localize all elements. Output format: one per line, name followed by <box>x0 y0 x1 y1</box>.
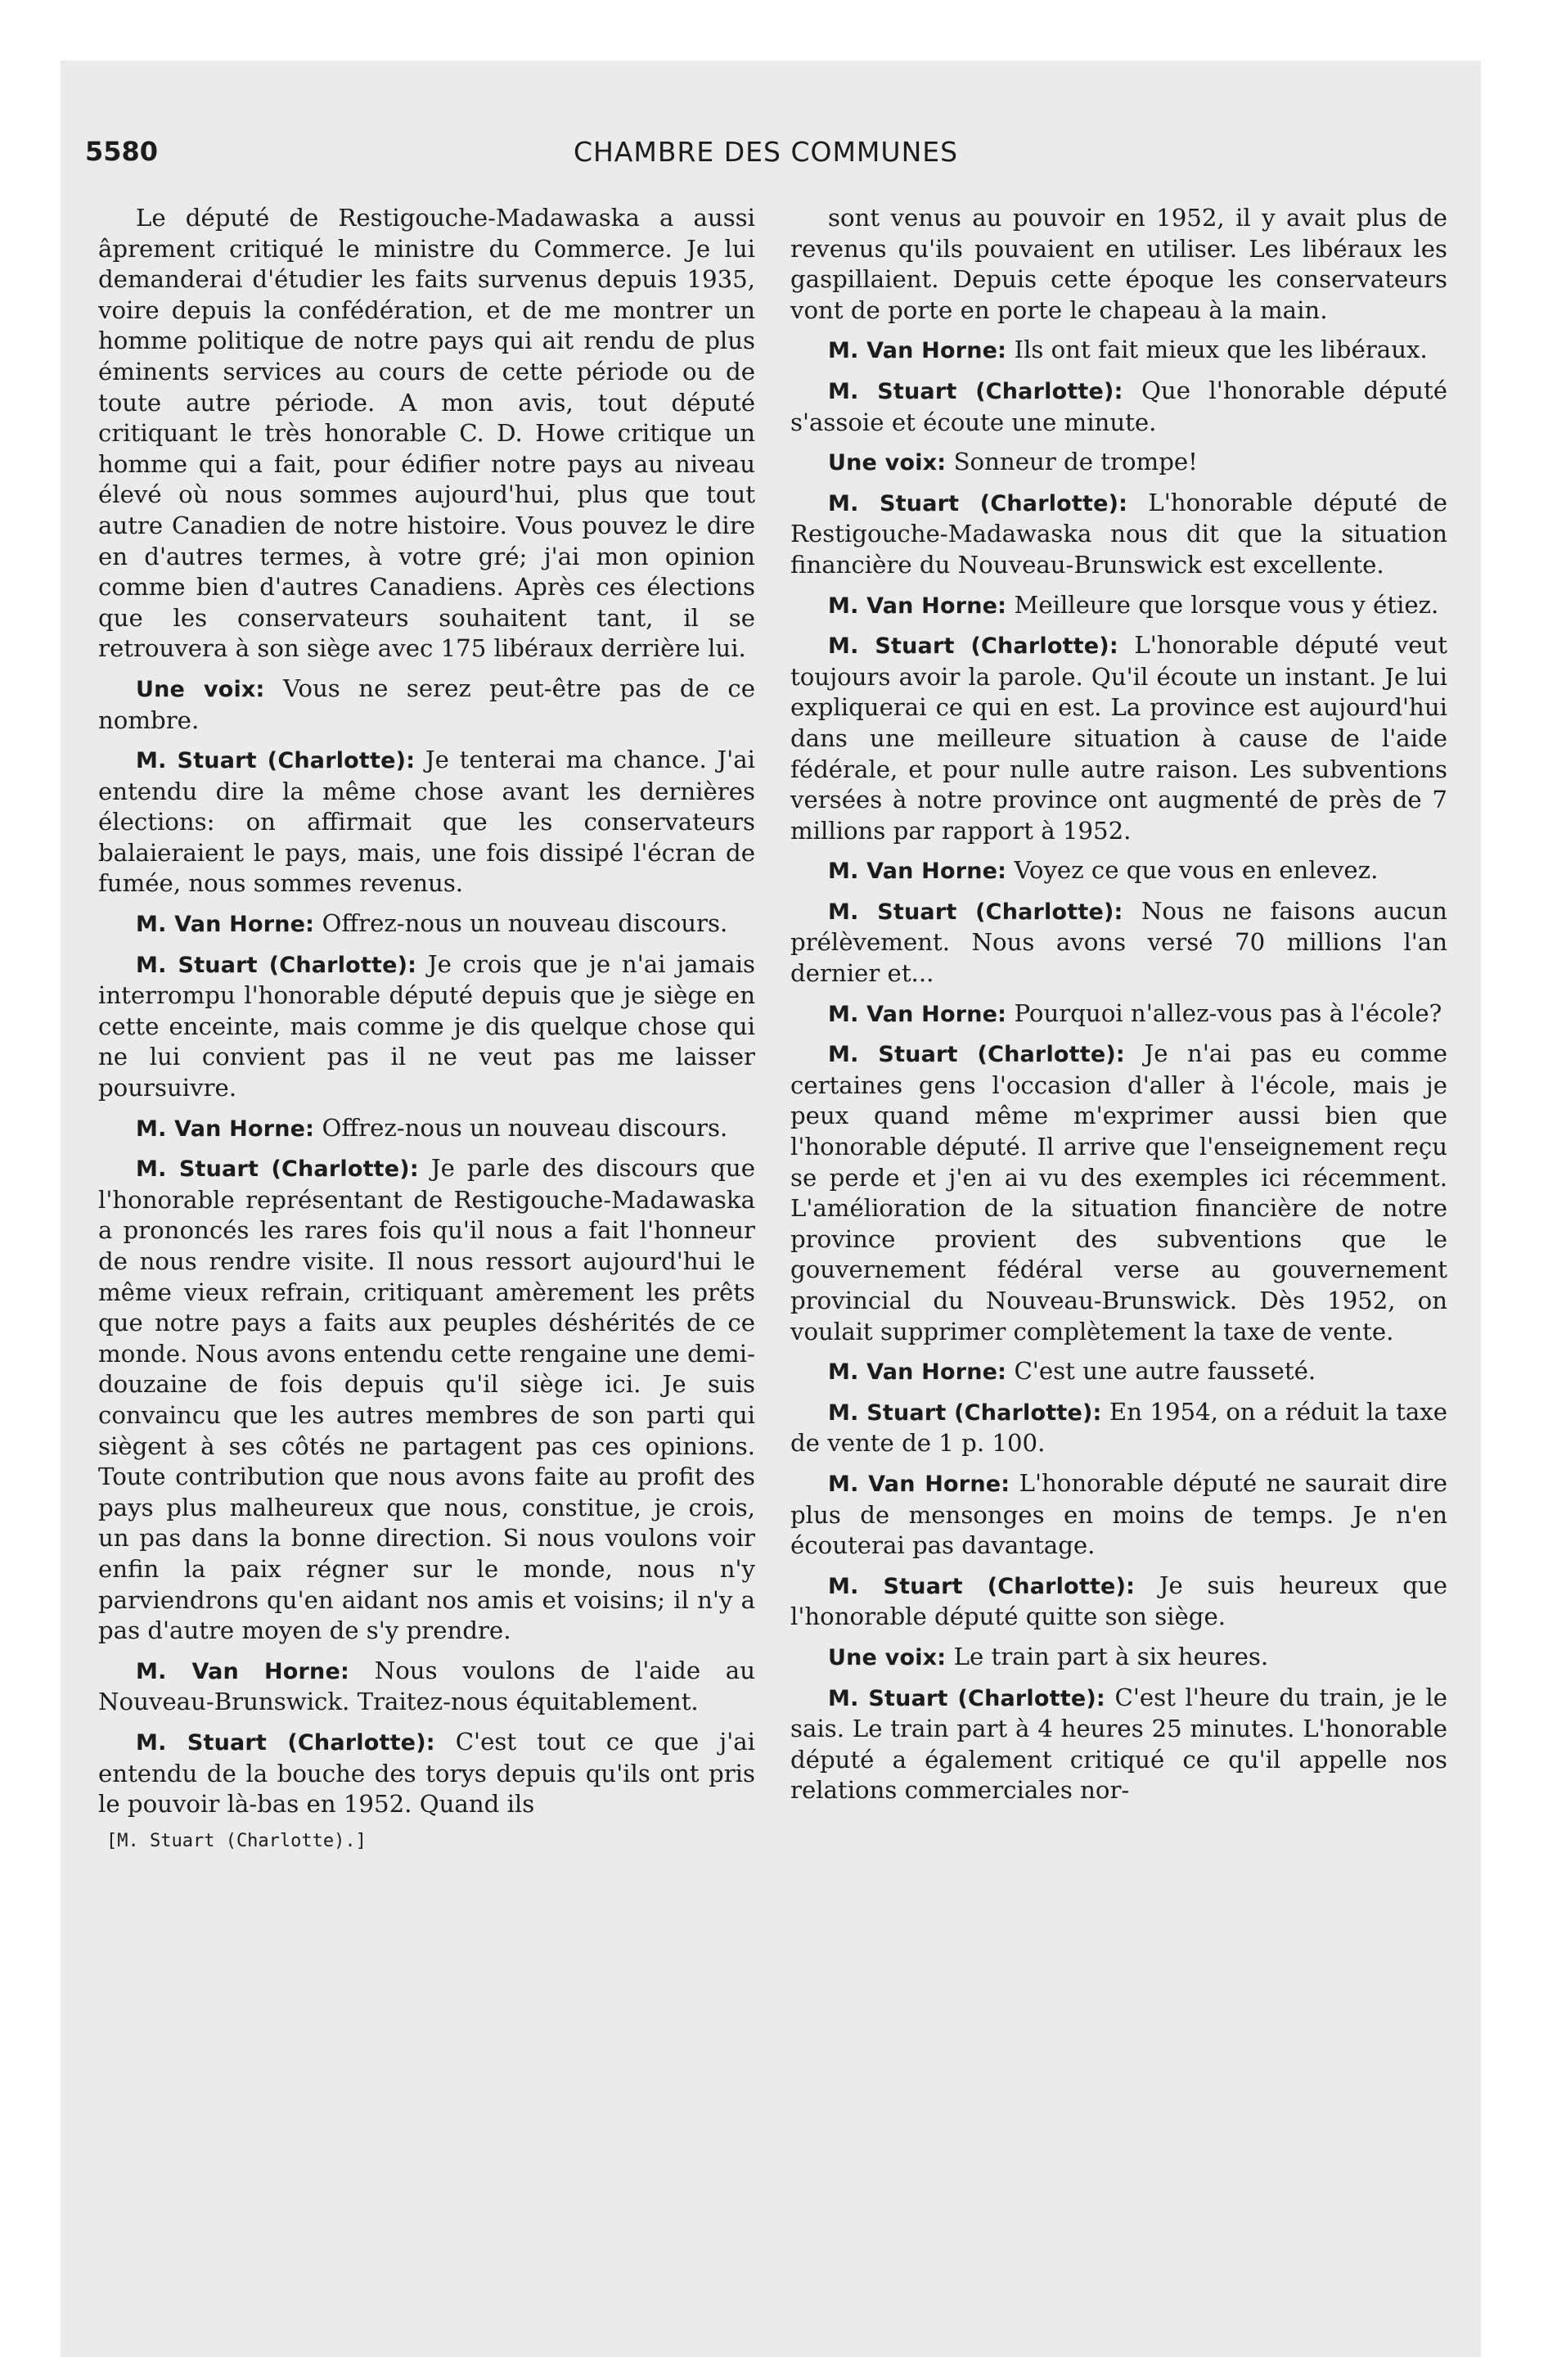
speaker-attribution-footer: [M. Stuart (Charlotte).] <box>106 1830 367 1851</box>
paragraph-text: Je tenterai ma chance. J'ai entendu dire la même chose avant les dernières élections: on affirmait que les conservateurs balaieraient le pays, mais, une fois dissipé l'écran de fumée, nous sommes revenus. <box>98 746 755 898</box>
speech-paragraph <box>98 1153 755 1647</box>
speech-paragraph <box>98 908 755 940</box>
speech-paragraph <box>98 674 755 736</box>
speech-paragraph <box>790 1468 1447 1562</box>
speaker-name: M. Stuart (Charlotte): <box>828 1400 1102 1426</box>
speech-paragraph <box>790 998 1447 1030</box>
speech-paragraph <box>790 447 1447 479</box>
speech-paragraph <box>790 855 1447 887</box>
paragraph-text: Je suis heureux que l'honorable député quitte son siège. <box>790 1571 1448 1631</box>
speech-paragraph <box>98 949 755 1104</box>
speech-paragraph <box>790 1356 1447 1388</box>
paragraph-text: Je crois que je n'ai jamais interrompu l'honorable député depuis que je siège en cette enceinte, mais comme je dis quelque chose qui ne lui convient pas il ne veut pas me laisser poursuivre. <box>98 949 756 1102</box>
speech-paragraph <box>790 335 1447 367</box>
paragraph-text: sont venus au pouvoir en 1952, il y avait plus de revenus qu'ils pouvaient en utiliser. Les libéraux les gaspillaient. Depuis cette époque les conservateurs vont de porte en porte le chapeau à la main. <box>790 204 1447 324</box>
speech-paragraph <box>790 1683 1447 1806</box>
paragraph-text: L'honorable député veut toujours avoir la parole. Qu'il écoute un instant. Je lui expliquerai ce qui en est. La province est aujourd'hui dans une meilleure situation à cause de l'aide fédérale, et pour nulle autre raison. Les subventions versées à notre province ont augmenté de près de 7 millions par rapport à 1952. <box>790 631 1447 845</box>
paragraph-text: Meilleure que lorsque vous y étiez. <box>1014 590 1439 619</box>
page-header <box>85 136 1447 180</box>
speaker-name: M. Stuart (Charlotte): <box>828 899 1123 925</box>
speaker-name: M. Stuart (Charlotte): <box>136 1729 435 1756</box>
speaker-name: M. Van Horne: <box>136 912 315 938</box>
paragraph-text: Sonneur de trompe! <box>953 448 1198 476</box>
left-column <box>98 203 755 1854</box>
speech-paragraph <box>790 1571 1447 1633</box>
paragraph-text: Vous ne serez peut-être pas de ce nombre. <box>98 674 755 734</box>
paragraph-text: Nous voulons de l'aide au Nouveau-Brunswick. Traitez-nous équitablement. <box>98 1656 755 1716</box>
speech-paragraph <box>98 1727 755 1820</box>
page-number: 5580 <box>85 136 159 167</box>
paragraph-text: Que l'honorable député s'assoie et écoute une minute. <box>790 376 1447 436</box>
speech-paragraph <box>790 1642 1447 1674</box>
body-paragraph <box>790 203 1447 326</box>
speaker-name: M. Stuart (Charlotte): <box>828 1685 1105 1711</box>
speaker-name: M. Stuart (Charlotte): <box>136 748 416 774</box>
speaker-name: M. Stuart (Charlotte): <box>828 633 1118 660</box>
paragraph-text: Offrez-nous un nouveau discours. <box>322 909 728 938</box>
speaker-name: M. Stuart (Charlotte): <box>828 1573 1136 1599</box>
speaker-name: M. Van Horne: <box>828 593 1007 619</box>
paragraph-text: Offrez-nous un nouveau discours. <box>322 1113 728 1142</box>
paragraph-text: C'est une autre fausseté. <box>1014 1357 1316 1386</box>
paragraph-text: Voyez ce que vous en enlevez. <box>1014 856 1379 885</box>
speaker-name: M. Van Horne: <box>136 1658 349 1684</box>
paragraph-text: Nous ne faisons aucun prélèvement. Nous avons versé 70 millions l'an dernier et... <box>790 896 1447 988</box>
speech-paragraph <box>790 376 1447 438</box>
paragraph-text: L'honorable député ne saurait dire plus de mensonges en moins de temps. Je n'en écouterai pas davantage. <box>790 1468 1448 1560</box>
speaker-name: M. Van Horne: <box>136 1116 315 1142</box>
speaker-name: M. Van Horne: <box>828 1001 1007 1027</box>
paragraph-text: En 1954, on a réduit la taxe de vente de 1 p. 100. <box>790 1397 1447 1458</box>
speaker-name: M. Van Horne: <box>828 859 1007 885</box>
paragraph-text: Le député de Restigouche-Madawaska a aussi âprement critiqué le ministre du Commerce. Je lui demanderai d'étudier les faits survenus depuis 1935, voire depuis la confédération, et de me montrer un homme politique de notre pays qui ait rendu de plus éminents services au cours de cette période ou de toute autre période. A mon avis, tout député critiquant le très honorable C. D. Howe critique un homme qui a fait, pour édifier notre pays au niveau élevé où nous sommes aujourd'hui, plus que tout autre Canadien de notre histoire. Vous pouvez le dire en d'autres termes, à votre gré; j'ai mon opinion comme bien d'autres Canadiens. Après ces élections que les conservateurs souhaitent tant, il se retrouvera à son siège avec 175 libéraux derrière lui. <box>98 204 755 663</box>
right-column <box>790 203 1447 1815</box>
speaker-name: M. Stuart (Charlotte): <box>136 1156 419 1183</box>
paragraph-text: L'honorable député de Restigouche-Madawaska nous dit que la situation financière du Nouveau-Brunswick est excellente. <box>790 488 1448 579</box>
paragraph-text: Je parle des discours que l'honorable représentant de Restigouche-Madawaska a prononcés les rares fois qu'il nous a fait l'honneur de nous rendre visite. Il nous ressort aujourd'hui le même vieux refrain, critiquant amèrement les prêts que notre pays a faits aux peuples déshérités de ce monde. Nous avons entendu cette rengaine une demi-douzaine de fois depuis qu'il siège ici. Je suis convaincu que les autres membres de son parti qui siègent à ses côtés ne partagent pas ces opinions. Toute contribution que nous avons faite au profit des pays plus malheureux que nous, constitue, je crois, un pas dans la bonne direction. Si nous voulons voir enfin la paix régner sur le monde, nous n'y parviendrons qu'en aidant nos amis et voisins; il n'y a pas d'autre moyen de s'y prendre. <box>98 1154 755 1645</box>
paragraph-text: Ils ont fait mieux que les libéraux. <box>1014 336 1428 364</box>
body-paragraph <box>98 203 755 665</box>
speech-paragraph <box>790 1397 1447 1459</box>
speaker-name: M. Van Horne: <box>828 338 1007 364</box>
paragraph-text: C'est tout ce que j'ai entendu de la bouche des torys depuis qu'ils ont pris le pouvoir là-bas en 1952. Quand ils <box>98 1727 755 1819</box>
speech-paragraph <box>790 488 1447 581</box>
speech-paragraph <box>790 1039 1447 1347</box>
paragraph-text: Pourquoi n'allez-vous pas à l'école? <box>1014 998 1442 1027</box>
paragraph-text: Je n'ai pas eu comme certaines gens l'occasion d'aller à l'école, mais je peux quand même m'exprimer aussi bien que l'honorable député. Il arrive que l'enseignement reçu se perde et j'en ai vu des exemples ici récemment. L'amélioration de la situation financière de notre province provient des subventions que le gouvernement fédéral verse au gouvernement provincial du Nouveau-Brunswick. Dès 1952, on voulait supprimer complètement la taxe de vente. <box>790 1039 1448 1346</box>
speech-paragraph <box>790 896 1447 989</box>
speech-paragraph <box>98 745 755 899</box>
speaker-name: M. Stuart (Charlotte): <box>828 378 1123 404</box>
speech-paragraph <box>790 630 1447 846</box>
speaker-name: M. Van Horne: <box>828 1359 1007 1386</box>
speaker-name: Une voix: <box>136 676 265 702</box>
speaker-name: M. Stuart (Charlotte): <box>136 952 417 978</box>
paragraph-text: Le train part à six heures. <box>953 1642 1269 1670</box>
paragraph-text: C'est l'heure du train, je le sais. Le train part à 4 heures 25 minutes. L'honorable député a également critiqué ce qu'il appelle nos relations commerciales nor- <box>790 1683 1448 1805</box>
speaker-name: Une voix: <box>828 450 947 476</box>
speech-paragraph <box>98 1113 755 1145</box>
speaker-name: Une voix: <box>828 1644 947 1670</box>
speech-paragraph <box>98 1656 755 1718</box>
speech-paragraph <box>790 590 1447 622</box>
running-title: CHAMBRE DES COMMUNES <box>573 136 959 168</box>
speaker-name: M. Stuart (Charlotte): <box>828 490 1128 516</box>
speaker-name: M. Stuart (Charlotte): <box>828 1042 1125 1068</box>
speaker-name: M. Van Horne: <box>828 1471 1010 1497</box>
